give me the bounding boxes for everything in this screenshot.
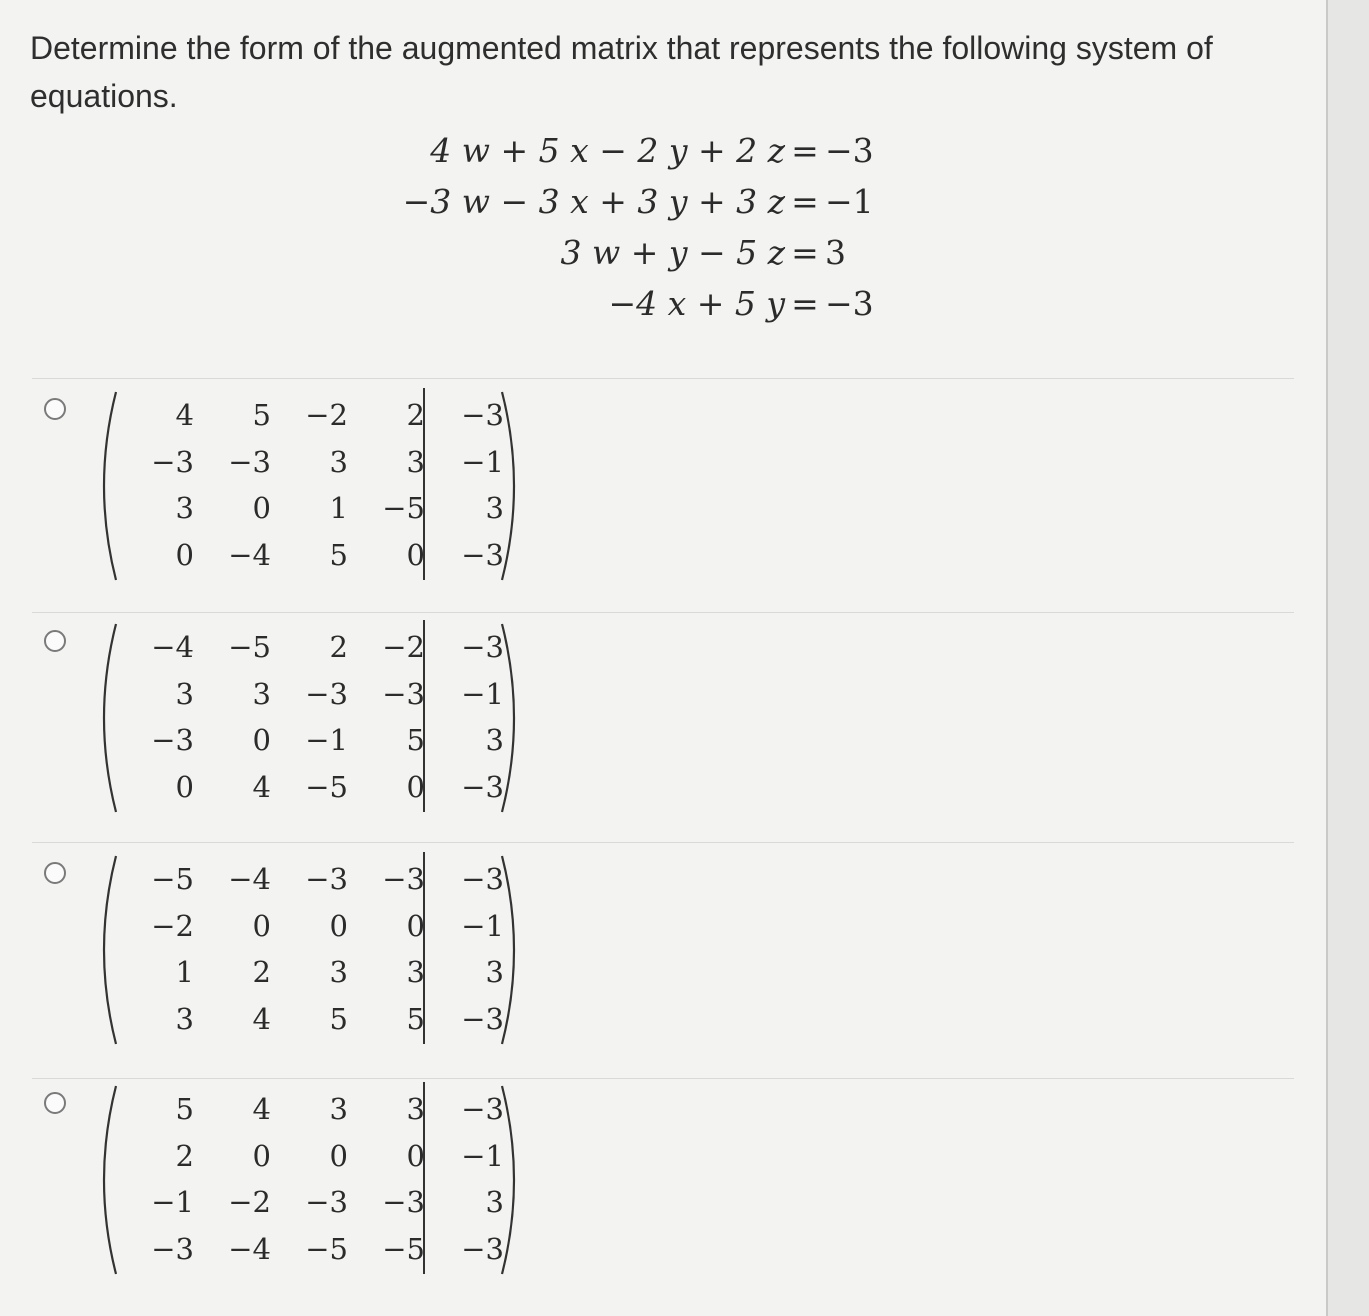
matrix-cell: −3 <box>151 1231 194 1266</box>
answer-option-4[interactable] <box>36 1092 636 1292</box>
matrix-cell: 5 <box>406 1001 425 1036</box>
matrix-cell: −5 <box>382 491 425 525</box>
equation-rhs: −3 <box>825 131 874 170</box>
matrix-cell: 0 <box>252 723 271 757</box>
matrix-cell: −1 <box>461 1138 504 1173</box>
matrix-cell: −3 <box>228 444 271 479</box>
matrix-cell: 0 <box>175 537 194 572</box>
matrix-cell: 5 <box>175 1092 194 1126</box>
matrix-cell: 0 <box>406 908 425 943</box>
augment-divider <box>423 1082 425 1274</box>
equation-rhs: 3 <box>825 233 846 272</box>
matrix-cell: 3 <box>329 955 348 989</box>
right-paren-icon <box>498 852 528 1048</box>
answer-option-2[interactable] <box>36 630 636 830</box>
matrix-cell: −2 <box>382 630 425 664</box>
matrix-cell: −3 <box>461 1001 504 1036</box>
matrix-cell: 5 <box>406 723 425 757</box>
matrix-cell: −5 <box>305 769 348 804</box>
matrix-cell: −3 <box>151 723 194 757</box>
matrix-cell: 4 <box>175 398 194 432</box>
matrix-cell: −1 <box>151 1185 194 1219</box>
matrix-cell: 3 <box>406 444 425 479</box>
matrix-cell: −4 <box>151 630 194 664</box>
left-paren-icon <box>90 852 120 1048</box>
matrix-cell: 2 <box>329 630 348 664</box>
matrix-cell: −1 <box>305 723 348 757</box>
right-paren-icon <box>498 388 528 584</box>
matrix-cell: −3 <box>305 862 348 896</box>
radio-button[interactable] <box>44 630 66 652</box>
matrix-cell: −3 <box>461 1092 504 1126</box>
right-paren-icon <box>498 1082 528 1278</box>
matrix-cell: −3 <box>461 769 504 804</box>
radio-button[interactable] <box>44 862 66 884</box>
matrix-cell: 3 <box>485 1185 504 1219</box>
question-prompt: Determine the form of the augmented matrix that represents the following system of equations. <box>30 30 1213 114</box>
matrix-cell: −2 <box>151 908 194 943</box>
matrix-cell: 5 <box>329 1001 348 1036</box>
matrix-cell: 3 <box>329 1092 348 1126</box>
matrix-cell: 3 <box>406 1092 425 1126</box>
equation-lhs: −4 x + 5 y <box>608 284 785 323</box>
matrix-cell: 0 <box>252 908 271 943</box>
matrix-cell: −1 <box>461 676 504 711</box>
equation-system <box>380 128 940 332</box>
radio-button[interactable] <box>44 398 66 420</box>
matrix-cell: −3 <box>382 676 425 711</box>
matrix-cell: 5 <box>252 398 271 432</box>
matrix-cell: 0 <box>252 1138 271 1173</box>
equation-row: 4 w + 5 x − 2 y + 2 z = −3 <box>380 128 940 179</box>
matrix-cell: 2 <box>252 955 271 989</box>
left-paren-icon <box>90 620 120 816</box>
matrix-cell: 0 <box>406 769 425 804</box>
matrix-cell: −1 <box>461 908 504 943</box>
right-paren-icon <box>498 620 528 816</box>
equation-lhs: −3 w − 3 x + 3 y + 3 z <box>402 182 785 221</box>
matrix-cell: −4 <box>228 1231 271 1266</box>
matrix-cell: 5 <box>329 537 348 572</box>
matrix-cell: −3 <box>461 398 504 432</box>
matrix-cell: −3 <box>461 537 504 572</box>
matrix-cell: −5 <box>305 1231 348 1266</box>
matrix-cell: 3 <box>485 723 504 757</box>
augment-divider <box>423 620 425 812</box>
matrix-cell: 1 <box>175 955 194 989</box>
matrix-cell: 0 <box>406 537 425 572</box>
matrix-cell: −5 <box>228 630 271 664</box>
matrix-cell: −4 <box>228 862 271 896</box>
matrix-cell: 2 <box>406 398 425 432</box>
option-divider <box>32 842 1294 843</box>
equation-row: 3 w + y − 5 z = 3 <box>380 230 940 281</box>
matrix-cell: 4 <box>252 1092 271 1126</box>
matrix-cell: 0 <box>175 769 194 804</box>
matrix-cell: −5 <box>151 862 194 896</box>
matrix-cell: 0 <box>329 1138 348 1173</box>
matrix-cell: −3 <box>305 1185 348 1219</box>
matrix-cell: 2 <box>175 1138 194 1173</box>
matrix-cell: −3 <box>151 444 194 479</box>
matrix-cell: −2 <box>305 398 348 432</box>
matrix-cell: −3 <box>461 1231 504 1266</box>
left-paren-icon <box>90 1082 120 1278</box>
matrix-cell: 3 <box>252 676 271 711</box>
equation-lhs: 4 w + 5 x − 2 y + 2 z <box>430 131 785 170</box>
matrix-cell: 4 <box>252 1001 271 1036</box>
option-divider <box>32 612 1294 613</box>
augment-divider <box>423 852 425 1044</box>
option-divider <box>32 1078 1294 1079</box>
option-divider <box>32 378 1294 379</box>
equation-row: −3 w − 3 x + 3 y + 3 z = −1 <box>380 179 940 230</box>
matrix-cell: 0 <box>329 908 348 943</box>
matrix-cell: −3 <box>382 1185 425 1219</box>
matrix-cell: −5 <box>382 1231 425 1266</box>
matrix-cell: 0 <box>252 491 271 525</box>
equation-lhs: 3 w + y − 5 z <box>560 233 785 272</box>
radio-button[interactable] <box>44 1092 66 1114</box>
matrix-cell: 3 <box>329 444 348 479</box>
matrix-cell: −4 <box>228 537 271 572</box>
matrix-cell: 0 <box>406 1138 425 1173</box>
equation-row: −4 x + 5 y = −3 <box>380 281 940 332</box>
answer-option-1[interactable] <box>36 398 636 598</box>
answer-option-3[interactable] <box>36 862 636 1062</box>
matrix-cell: 3 <box>485 955 504 989</box>
matrix-cell: −3 <box>382 862 425 896</box>
left-paren-icon <box>90 388 120 584</box>
augment-divider <box>423 388 425 580</box>
matrix-cell: −3 <box>461 862 504 896</box>
matrix-cell: 3 <box>175 491 194 525</box>
matrix-cell: 1 <box>329 491 348 525</box>
matrix-cell: −3 <box>305 676 348 711</box>
matrix-cell: −3 <box>461 630 504 664</box>
matrix-cell: −1 <box>461 444 504 479</box>
matrix-cell: 3 <box>406 955 425 989</box>
matrix-cell: 3 <box>485 491 504 525</box>
matrix-cell: 4 <box>252 769 271 804</box>
matrix-cell: 3 <box>175 1001 194 1036</box>
matrix-cell: 3 <box>175 676 194 711</box>
equation-rhs: −1 <box>825 182 874 221</box>
equation-rhs: −3 <box>825 284 874 323</box>
matrix-cell: −2 <box>228 1185 271 1219</box>
